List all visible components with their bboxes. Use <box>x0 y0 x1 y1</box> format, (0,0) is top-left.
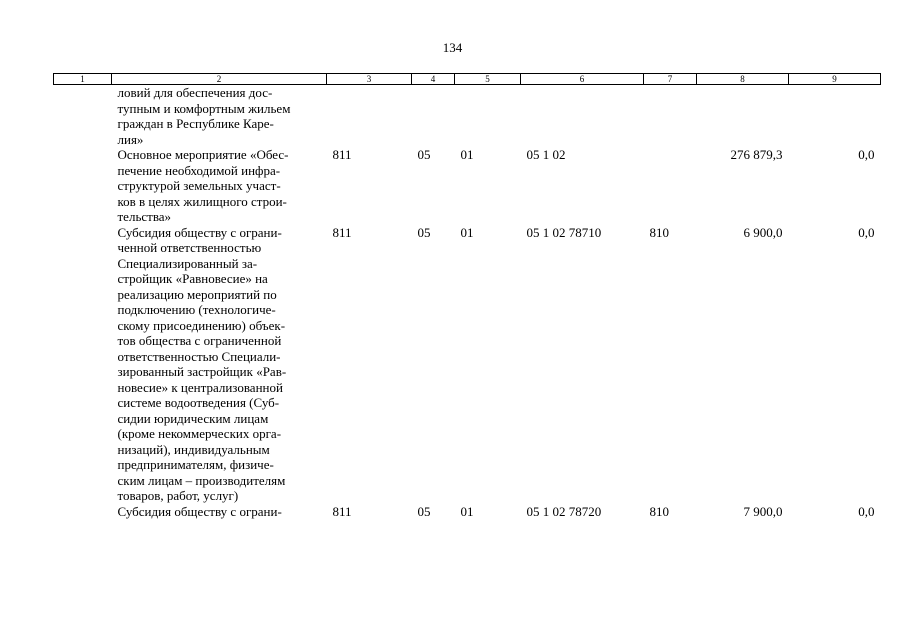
row-amount-cell: 7 900,0 <box>743 503 783 519</box>
header-col-1: 1 <box>54 74 112 85</box>
row-amount-cell <box>697 85 789 148</box>
table-row <box>54 504 881 520</box>
row-name-line: тельства» <box>117 209 172 224</box>
table-body <box>54 85 881 520</box>
row-amount-cell: 276 879,3 <box>730 147 783 162</box>
row-expense-type-cell: 810 <box>649 503 669 519</box>
header-row <box>54 74 881 85</box>
row-amount2-cell <box>789 85 881 148</box>
row-name-line: структурой земельных участ- <box>117 178 281 193</box>
row-name-line: Основное мероприятие «Обес- <box>117 147 289 162</box>
row-expense-type-cell <box>644 85 697 148</box>
row-section-cell: 05 <box>417 147 431 162</box>
row-name-line: подключению (технологиче- <box>117 302 276 317</box>
row-expense-type-cell: 810 <box>649 224 669 240</box>
header-col-7: 7 <box>644 74 697 85</box>
row-index-cell <box>54 225 112 504</box>
row-name-line: ответственностью Специали- <box>117 348 281 364</box>
row-subsection-cell: 01 <box>460 224 474 240</box>
row-name-line: сидии юридическим лицам <box>117 410 269 426</box>
row-section-cell: 05 <box>417 503 431 519</box>
row-name-line: реализацию мероприятий по <box>117 286 277 302</box>
row-subsection-cell: 01 <box>460 503 474 519</box>
row-name-line: граждан в Республике Каре- <box>117 116 274 131</box>
page-number: 134 <box>442 40 463 55</box>
row-index-cell <box>54 504 112 520</box>
row-section-cell <box>412 85 455 148</box>
row-name-line: зированный застройщик «Рав- <box>117 364 287 379</box>
row-name-cell <box>112 504 327 520</box>
row-name-line: системе водоотведения (Суб- <box>117 395 280 410</box>
row-amount-cell: 6 900,0 <box>743 224 783 240</box>
row-target-cell: 05 1 02 <box>526 147 566 162</box>
row-code-cell: 811 <box>332 503 352 519</box>
table-row <box>54 147 881 225</box>
row-name-line: ков в целях жилищного строи- <box>117 193 287 209</box>
row-target-cell: 05 1 02 78710 <box>526 224 602 240</box>
row-section-cell: 05 <box>417 224 431 240</box>
row-target-cell <box>521 85 644 148</box>
row-name-line: Субсидия обществу с ограни- <box>117 224 282 240</box>
row-name-line: низаций), индивидуальным <box>117 441 270 457</box>
row-name-line: печение необходимой инфра- <box>117 162 281 178</box>
row-name-cell <box>112 225 327 504</box>
row-name-cell <box>112 85 327 148</box>
row-subsection-cell: 01 <box>460 147 474 162</box>
row-index-cell <box>54 147 112 225</box>
row-name-line: ловий для обеспечения дос- <box>117 85 273 100</box>
header-col-6: 6 <box>521 74 644 85</box>
header-col-3: 3 <box>327 74 412 85</box>
row-index-cell <box>54 85 112 148</box>
budget-table <box>53 73 881 519</box>
row-name-line: Субсидия обществу с ограни- <box>117 503 282 519</box>
row-name-line: новесие» к централизованной <box>117 379 283 395</box>
row-name-line: ским лицам – производителям <box>117 472 286 488</box>
header-col-8: 8 <box>697 74 789 85</box>
row-name-line: скому присоединению) объек- <box>117 317 286 333</box>
row-name-line: лия» <box>117 131 144 147</box>
row-code-cell: 811 <box>332 224 352 240</box>
header-col-2: 2 <box>112 74 327 85</box>
table-row <box>54 85 881 148</box>
row-name-line: товаров, работ, услуг) <box>117 488 239 503</box>
row-code-cell: 811 <box>332 147 352 162</box>
header-col-9: 9 <box>789 74 881 85</box>
row-subsection-cell <box>455 85 521 148</box>
row-name-line: предпринимателям, физиче- <box>117 457 274 472</box>
row-name-line: стройщик «Равновесие» на <box>117 271 268 286</box>
row-target-cell: 05 1 02 78720 <box>526 503 602 519</box>
header-col-4: 4 <box>412 74 455 85</box>
row-name-line: тов общества с ограниченной <box>117 333 282 348</box>
row-amount2-cell: 0,0 <box>858 503 875 519</box>
table-row <box>54 225 881 504</box>
row-amount2-cell: 0,0 <box>858 224 875 240</box>
row-amount2-cell: 0,0 <box>858 147 875 162</box>
row-code-cell <box>327 85 412 148</box>
row-name-line: тупным и комфортным жильем <box>117 100 291 116</box>
row-expense-type-cell <box>644 147 697 225</box>
row-name-line: ченной ответственностью <box>117 240 262 255</box>
header-col-5: 5 <box>455 74 521 85</box>
row-name-line: (кроме некоммерческих орга- <box>117 426 282 441</box>
table-header <box>54 74 881 85</box>
row-name-line: Специализированный за- <box>117 255 258 271</box>
row-name-cell <box>112 147 327 225</box>
